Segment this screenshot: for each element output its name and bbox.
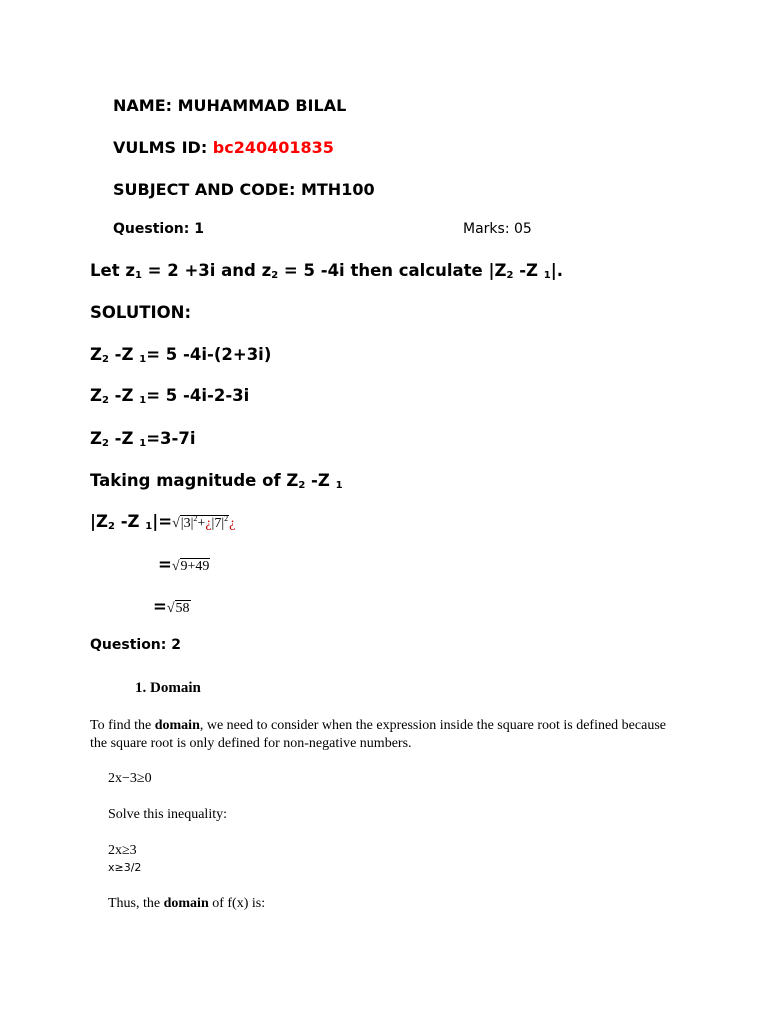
radicand: 58	[175, 601, 190, 616]
inequality-3: x≥3/2	[108, 861, 142, 874]
domain-paragraph	[90, 717, 680, 753]
radicand-exp: 2	[224, 514, 229, 523]
step-part: Z	[90, 345, 102, 364]
step-sub: 1	[139, 354, 147, 365]
step-sub: 1	[139, 438, 147, 449]
conclusion-text: Thus, the	[108, 896, 164, 911]
question-1-marks: Marks: 05	[463, 221, 532, 237]
step-rhs: = 5 -4i-(2+3i)	[146, 345, 272, 364]
radicand-exp: 2	[193, 514, 198, 523]
para-text: To find the	[90, 718, 155, 733]
radicand-part: |7|	[211, 516, 225, 531]
step-rhs: =3-7i	[146, 429, 196, 448]
step-3	[90, 429, 196, 449]
domain-conclusion	[108, 896, 265, 912]
stmt-part: -Z	[513, 261, 544, 280]
radical-sign: √	[166, 601, 175, 616]
magnitude-text: Taking magnitude of Z	[90, 471, 299, 490]
stmt-part: = 5 -4i then calculate |Z	[278, 261, 507, 280]
section-heading-domain: 1. Domain	[135, 680, 201, 696]
render-artifact-mark: ¿	[205, 516, 212, 531]
magnitude-line	[90, 471, 343, 491]
step-part: -Z	[108, 386, 140, 405]
magnitude-text: -Z	[305, 471, 336, 490]
eq-line-2	[158, 555, 210, 575]
stmt-part: |.	[550, 261, 564, 280]
radical-expression	[172, 558, 211, 574]
step-part: Z	[90, 429, 102, 448]
eq-sign: =	[153, 597, 167, 616]
magnitude-sub: 1	[335, 480, 343, 491]
radicand	[180, 515, 229, 531]
radical-sign: √	[171, 559, 180, 574]
abs-line	[90, 512, 235, 532]
conclusion-bold: domain	[163, 896, 209, 911]
conclusion-text: of f(x) is:	[208, 896, 266, 911]
stmt-sub: 2	[506, 270, 514, 281]
step-sub: 1	[139, 395, 147, 406]
vulms-line	[113, 138, 334, 157]
eq-sign: =	[158, 555, 172, 574]
inequality-1: 2x−3≥0	[108, 771, 152, 786]
step-part: -Z	[108, 345, 140, 364]
step-sub: 2	[101, 438, 109, 449]
abs-part: |Z	[90, 512, 108, 531]
abs-sub: 1	[145, 521, 153, 532]
abs-sub: 2	[108, 521, 115, 532]
name-line: NAME: MUHAMMAD BILAL	[113, 96, 347, 115]
inequality-2: 2x≥3	[108, 843, 137, 858]
stmt-part: = 2 +3i and z	[141, 261, 272, 280]
step-2	[90, 386, 249, 406]
render-artifact-mark: ¿	[229, 516, 236, 531]
step-part: -Z	[108, 429, 140, 448]
stmt-sub: 2	[271, 270, 279, 281]
stmt-part: Let z	[90, 261, 135, 280]
vulms-id-value: bc240401835	[212, 138, 334, 157]
radical-sign: √	[172, 516, 180, 531]
step-1	[90, 345, 271, 365]
step-rhs: = 5 -4i-2-3i	[146, 386, 250, 405]
magnitude-sub: 2	[298, 480, 306, 491]
step-sub: 2	[101, 354, 109, 365]
eq-line-3	[153, 597, 191, 617]
radical-expression	[172, 515, 235, 531]
para-text: , we need to consider when the expression inside the square root is defined because the square root is only defined for non-negative numbers.	[90, 718, 666, 751]
radicand: 9+49	[180, 559, 210, 574]
radical-expression	[167, 600, 191, 616]
step-sub: 2	[101, 395, 109, 406]
radicand-part: +	[197, 516, 206, 531]
solve-instruction: Solve this inequality:	[108, 807, 227, 822]
vulms-label: VULMS ID:	[113, 138, 213, 157]
stmt-sub: 1	[543, 270, 551, 281]
step-part: Z	[90, 386, 102, 405]
question-2-label: Question: 2	[90, 637, 181, 653]
abs-part: -Z	[114, 512, 146, 531]
solution-label: SOLUTION:	[90, 303, 192, 322]
radicand-part: |3|	[180, 516, 194, 531]
stmt-sub: 1	[134, 270, 142, 281]
abs-part: |=	[152, 512, 173, 531]
para-bold: domain	[154, 718, 200, 733]
question-1-statement	[90, 261, 563, 281]
subject-line: SUBJECT AND CODE: MTH100	[113, 180, 375, 199]
question-1-label: Question: 1	[113, 221, 204, 237]
